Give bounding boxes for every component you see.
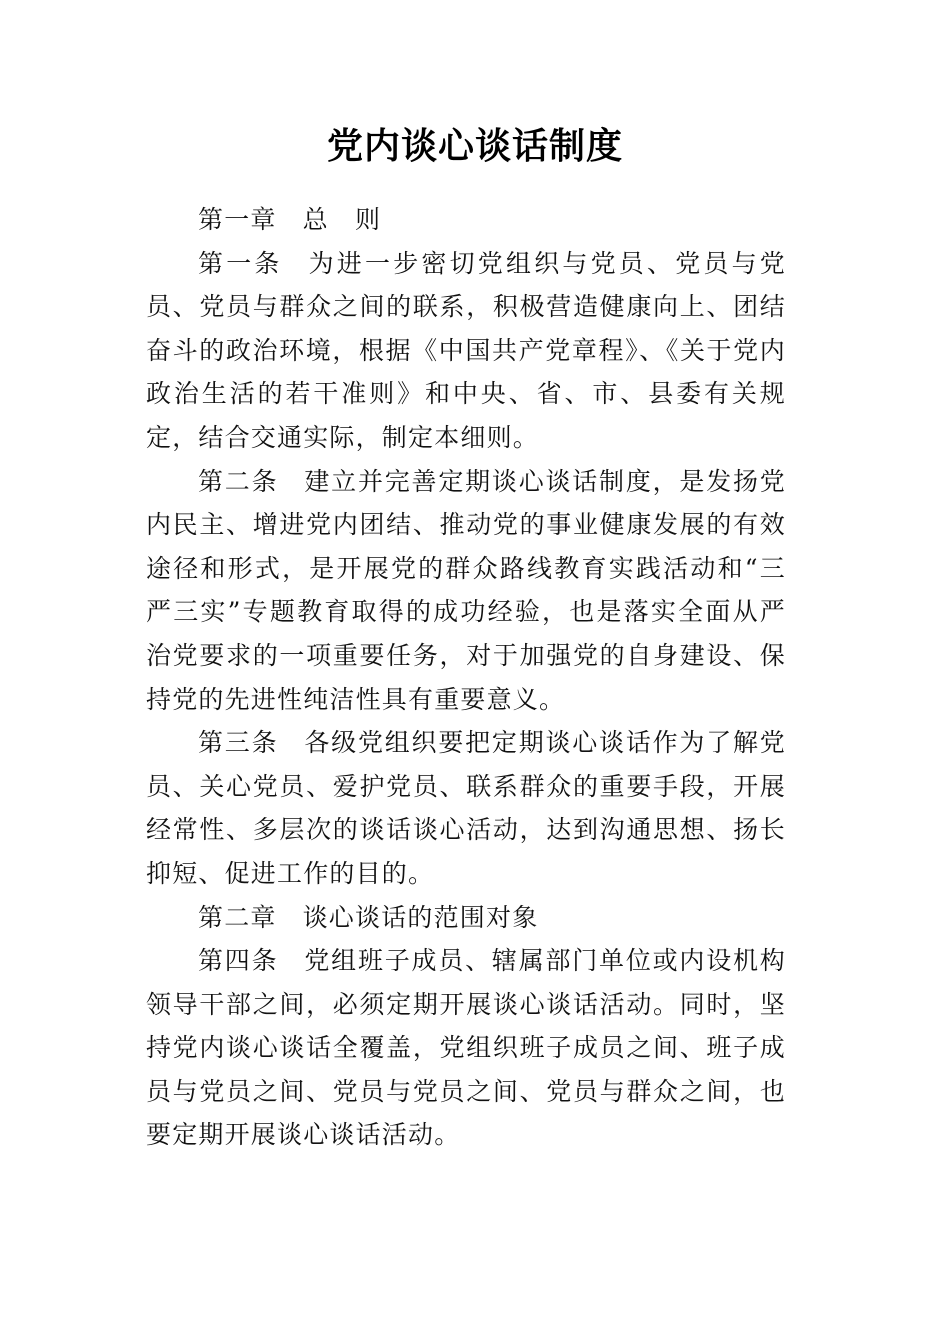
chapter-label: 第二章 [198,902,277,932]
article-label: 第一条 [198,248,283,278]
article-label: 第四条 [198,946,279,976]
article-4 [146,939,786,1157]
article-label: 第三条 [198,728,279,758]
article-text: 党组班子成员、辖属部门单位或内设机构领导干部之间，必须定期开展谈心谈话活动。同时，坚持党内谈心谈话全覆盖，党组织班子成员之间、班子成员与党员之间、党员与党员之间、党员与群众之间，也要定期开展谈心谈话活动。 [146,946,786,1150]
chapter-title: 谈心谈话的范围对象 [302,902,539,932]
document-title: 党内谈心谈话制度 [326,125,623,167]
chapter-label: 第一章 [198,205,277,234]
document-body [146,198,786,1157]
article-1 [146,242,786,460]
article-text: 为进一步密切党组织与党员、党员与党员、党员与群众之间的联系，积极营造健康向上、团结奋斗的政治环境，根据《中国共产党章程》、《关于党内政治生活的若干准则》和中央、省、市、县委有关规定，结合交通实际，制定本细则。 [146,248,786,452]
chapter-title: 总 则 [302,205,382,234]
article-label: 第二条 [198,466,279,496]
article-text: 建立并完善定期谈心谈话制度，是发扬党内民主、增进党内团结、推动党的事业健康发展的有效途径和形式，是开展党的群众路线教育实践活动和“三严三实”专题教育取得的成功经验，也是落实全面从严治党要求的一项重要任务，对于加强党的自身建设、保持党的先进性纯洁性具有重要意义。 [146,466,786,714]
chapter-heading-1 [146,198,786,242]
article-2 [146,460,786,722]
article-3 [146,721,786,895]
chapter-heading-2 [146,896,786,940]
article-text: 各级党组织要把定期谈心谈话作为了解党员、关心党员、爱护党员、联系群众的重要手段，开展经常性、多层次的谈话谈心活动，达到沟通思想、扬长抑短、促进工作的目的。 [146,728,786,888]
